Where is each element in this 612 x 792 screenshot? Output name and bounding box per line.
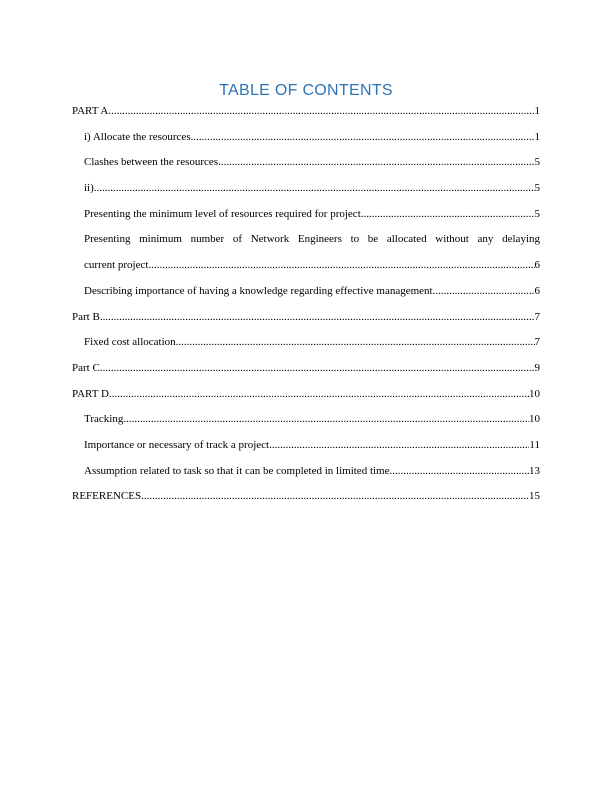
toc-entry-allocate-resources[interactable] (84, 130, 540, 144)
toc-entry-label: PART A (72, 105, 109, 117)
toc-page-number: 10 (529, 387, 540, 400)
toc-page-number: 10 (529, 413, 540, 426)
toc-page-number: 6 (534, 259, 540, 272)
toc-page-number: 5 (534, 156, 540, 169)
toc-leader-dots (94, 181, 535, 195)
toc-entry-network-engineers[interactable] (84, 232, 540, 272)
toc-page-number: 1 (534, 130, 540, 143)
toc-entry-label: Assumption related to task so that it can be completed in limited time (84, 464, 390, 477)
toc-title: TABLE OF CONTENTS (219, 82, 393, 99)
toc-page-number: 11 (529, 438, 540, 451)
toc-entry-label: Presenting the minimum level of resources required for project (84, 207, 361, 220)
toc-page-number: 5 (534, 182, 540, 195)
toc-leader-dots (123, 412, 529, 426)
toc-entry-label: Importance or necessary of track a project (84, 438, 270, 451)
toc-entry-part-d[interactable] (72, 387, 540, 401)
toc-page-number: 7 (534, 336, 540, 349)
toc-leader-dots (109, 387, 529, 401)
toc-page-number: 1 (534, 105, 540, 117)
toc-entry-label: Tracking (84, 413, 124, 426)
toc-page-number: 9 (534, 361, 540, 374)
toc-entry-label: Part C (72, 361, 100, 374)
toc-entry-assumption[interactable] (84, 464, 540, 478)
toc-leader-dots (191, 130, 535, 144)
toc-leader-dots (390, 464, 530, 478)
toc-entry-label: Describing importance of having a knowledge regarding effective management (84, 284, 433, 297)
toc-leader-dots (176, 335, 535, 349)
toc-leader-dots (148, 258, 534, 272)
toc-entry-label: Fixed cost allocation (84, 336, 176, 349)
toc-page-number: 15 (529, 490, 540, 503)
toc-leader-dots (269, 438, 529, 452)
toc-leader-dots (100, 361, 535, 375)
toc-entry-label-line2: current project (84, 259, 149, 272)
toc-entry-clashes-resources[interactable] (84, 155, 540, 169)
toc-page-number: 6 (534, 284, 540, 297)
toc-entry-label: Part B (72, 310, 100, 323)
toc-entry-effective-management[interactable] (84, 284, 540, 298)
toc-entry-part-b[interactable] (72, 310, 540, 324)
toc-entry-ii[interactable] (84, 181, 540, 195)
toc-entry-label-line1: Presenting minimum number of Network Engineers to be allocated without any delaying (84, 233, 540, 246)
toc-entry-label: REFERENCES (72, 490, 142, 503)
toc-entry-label: i) Allocate the resources (84, 130, 191, 143)
toc-page-number: 13 (529, 464, 540, 477)
toc-entry-label: PART D (72, 387, 109, 400)
toc-entry-label: Clashes between the resources (84, 156, 219, 169)
toc-leader-dots (100, 310, 535, 324)
toc-leader-dots (108, 104, 534, 118)
toc-leader-dots (218, 155, 534, 169)
toc-entry-minimum-resources[interactable] (84, 207, 540, 221)
toc-entry-part-c[interactable] (72, 361, 540, 375)
toc-leader-dots (361, 207, 535, 221)
toc-entry-fixed-cost[interactable] (84, 335, 540, 349)
toc-entry-track-importance[interactable] (84, 438, 540, 452)
toc-entry-references[interactable] (72, 489, 540, 503)
toc-entry-label: ii) (84, 182, 94, 195)
toc-page-number: 5 (534, 207, 540, 220)
toc-entry-tracking[interactable] (84, 412, 540, 426)
table-of-contents (72, 104, 540, 515)
toc-entry-part-a[interactable] (72, 104, 540, 118)
toc-page-number: 7 (534, 310, 540, 323)
toc-leader-dots (141, 489, 529, 503)
toc-leader-dots (433, 284, 535, 298)
